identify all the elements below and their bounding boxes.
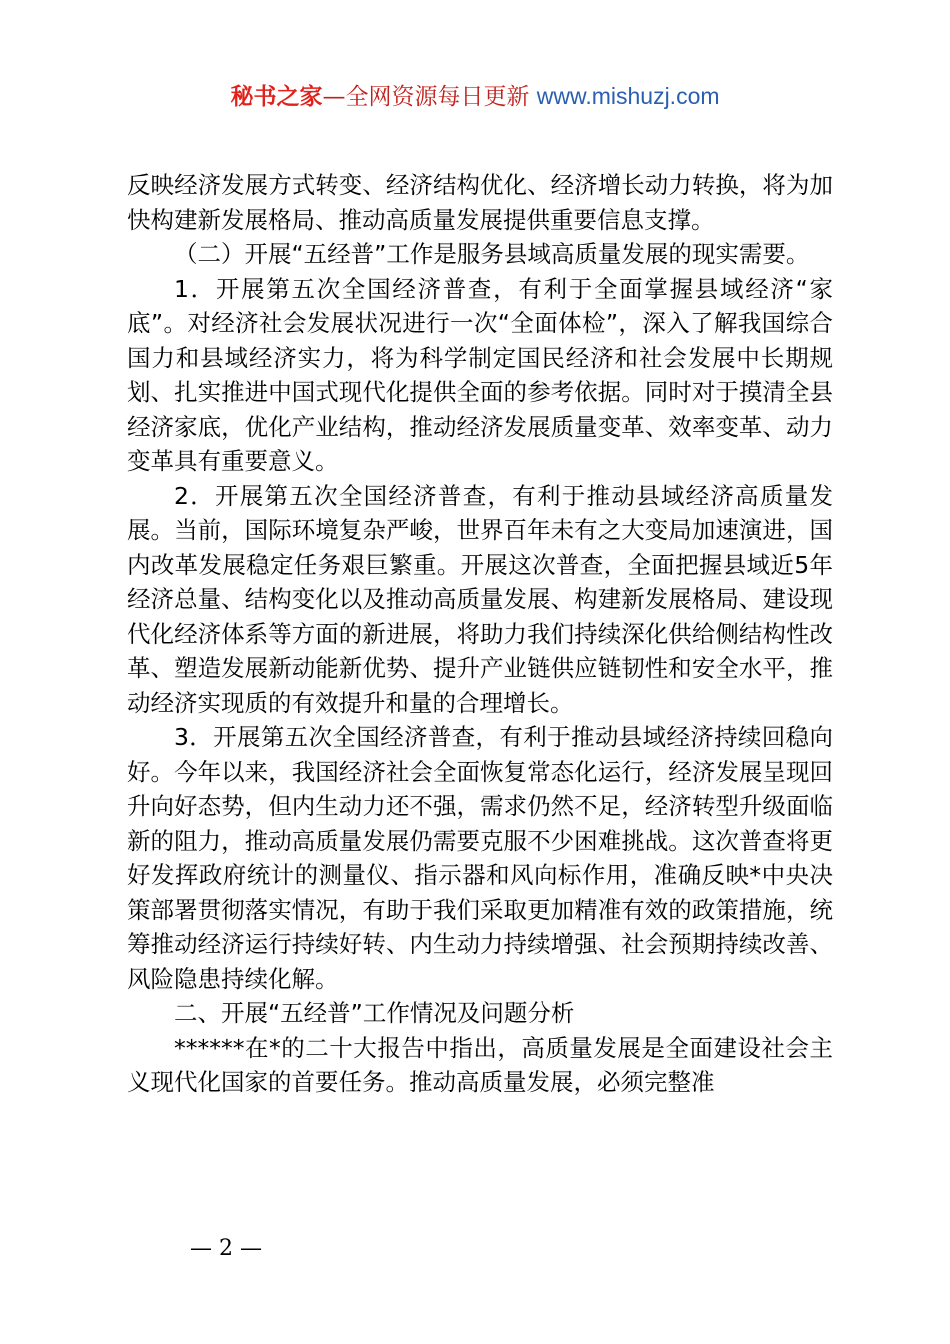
header-site-link[interactable]: www.mishuzj.com (536, 83, 720, 109)
header-slogan: 全网资源每日更新 (345, 84, 530, 110)
header-separator: — (322, 84, 346, 110)
paragraph-intro: ******在*的二十大报告中指出，高质量发展是全面建设社会主义现代化国家的首要任务。推动高质量发展，必须完整准 (127, 1033, 833, 1096)
document-body (127, 168, 833, 1100)
section-heading-main: 二、开展“五经普”工作情况及问题分析 (174, 999, 575, 1027)
page-header (0, 80, 950, 113)
section-heading-2: （二）开展“五经普”工作是服务县域高质量发展的现实需要。 (174, 240, 810, 268)
page-number: — 2 — (190, 1236, 262, 1261)
paragraph-item-1: 1．开展第五次全国经济普查，有利于全面掌握县域经济“家底”。对经济社会发展状况进行一次“全面体检”，深入了解我国综合国力和县域经济实力，将为科学制定国民经济和社会发展中长期规划、扎实推进中国式现代化提供全面的参考依据。同时对于摸清全县经济家底，优化产业结构，推动经济发展质量变革、效率变革、动力变革具有重要意义。 (127, 274, 833, 475)
paragraph-item-3: 3．开展第五次全国经济普查，有利于推动县域经济持续回稳向好。今年以来，我国经济社会全面恢复常态化运行，经济发展呈现回升向好态势，但内生动力还不强，需求仍然不足，经济转型升级面临新的阻力，推动高质量发展仍需要克服不少困难挑战。这次普查将更好发挥政府统计的测量仪、指示器和风向标作用，准确反映*中央决策部署贯彻落实情况，有助于我们采取更加精准有效的政策措施，统筹推动经济运行持续好转、内生动力持续增强、社会预期持续改善、风险隐患持续化解。 (127, 723, 833, 993)
header-brand: 秘书之家 (230, 84, 323, 110)
paragraph-continuation: 反映经济发展方式转变、经济结构优化、经济增长动力转换，将为加快构建新发展格局、推动高质量发展提供重要信息支撑。 (127, 171, 833, 234)
paragraph-item-2: 2．开展第五次全国经济普查，有利于推动县域经济高质量发展。当前，国际环境复杂严峻，世界百年未有之大变局加速演进，国内改革发展稳定任务艰巨繁重。开展这次普查，全面把握县域近5年经济总量、结构变化以及推动高质量发展、构建新发展格局、建设现代化经济体系等方面的新进展，将助力我们持续深化供给侧结构性改革、塑造发展新动能新优势、提升产业链供应链韧性和安全水平，推动经济实现质的有效提升和量的合理增长。 (127, 481, 833, 717)
